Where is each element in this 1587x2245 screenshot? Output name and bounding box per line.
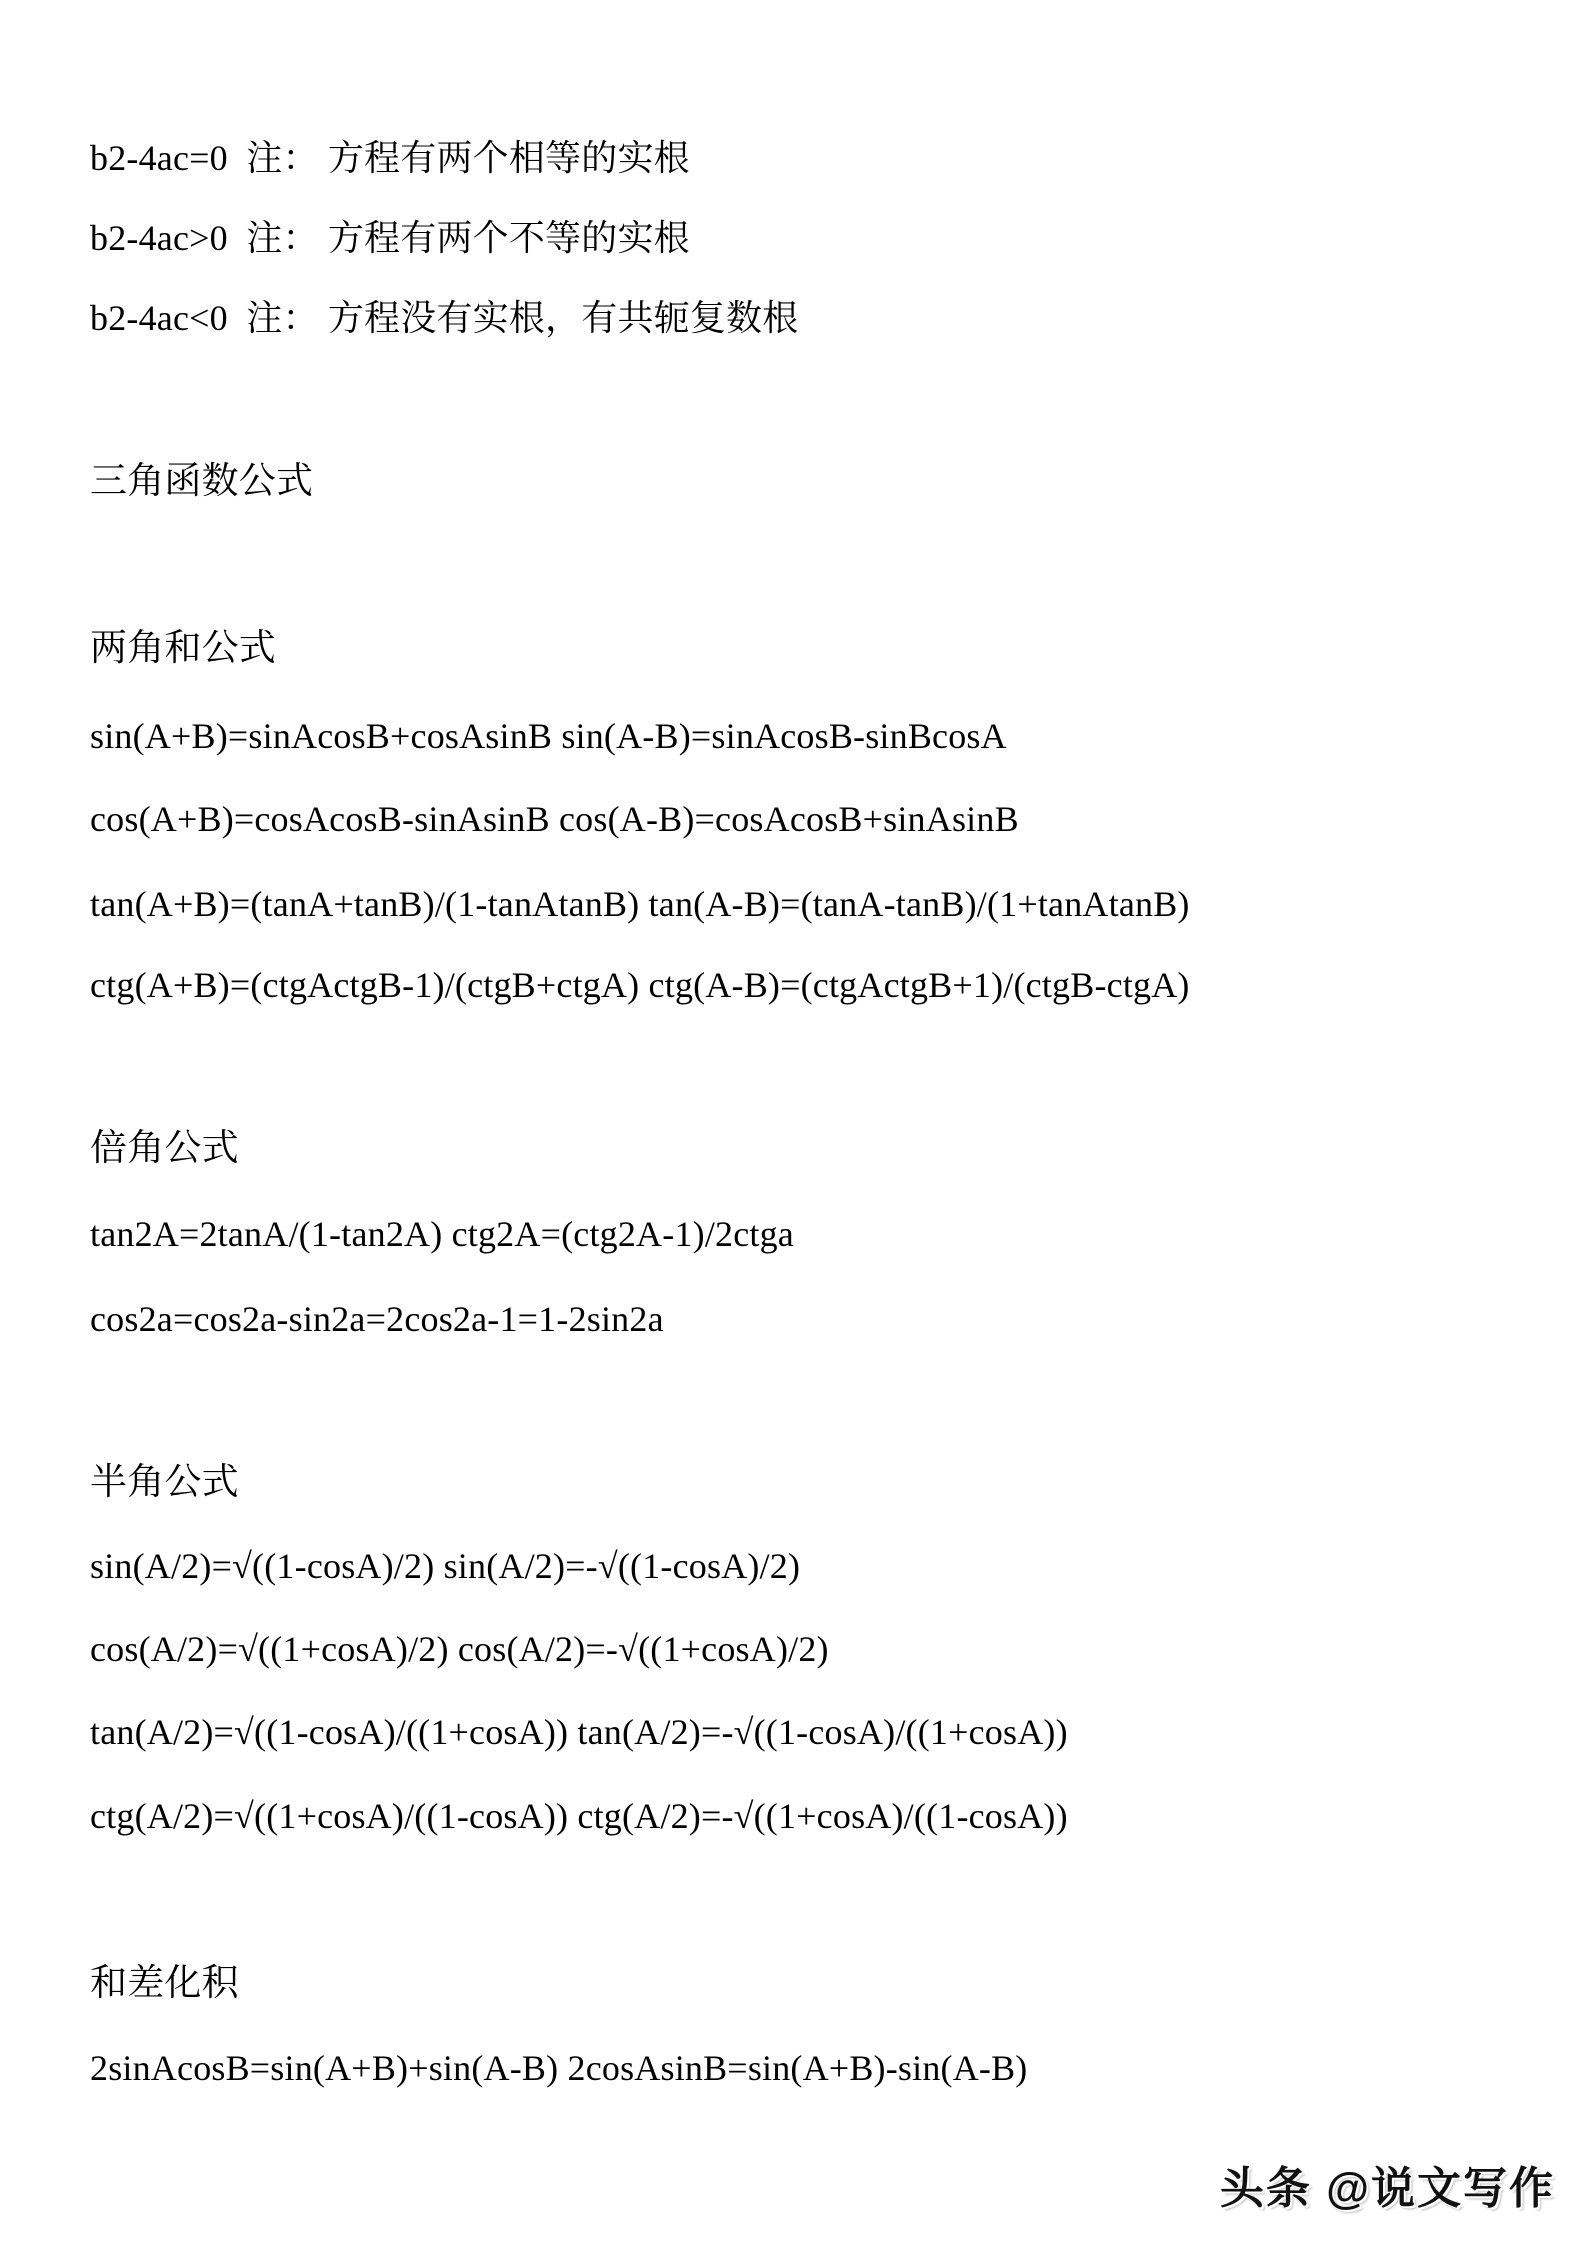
formula-tan-half: tan(A/2)=√((1-cosA)/((1+cosA)) tan(A/2)=-√((1-cosA)/((1+cosA)) <box>90 1712 1068 1752</box>
section-heading-half-angle: 半角公式 <box>90 1462 239 1503</box>
formula-sin-half: sin(A/2)=√((1-cosA)/2) sin(A/2)=-√((1-cosA)/2) <box>90 1546 801 1586</box>
formula-sum-to-product: 2sinAcosB=sin(A+B)+sin(A-B) 2cosAsinB=sin(A+B)-sin(A-B) <box>90 2048 1028 2088</box>
document-title: 三角函数公式 <box>90 461 314 502</box>
formula-tan-sum: tan(A+B)=(tanA+tanB)/(1-tanAtanB) tan(A-B)=(tanA-tanB)/(1+tanAtanB) <box>90 884 1190 924</box>
section-heading-angle-sum: 两角和公式 <box>90 628 276 669</box>
discriminant-note-equal: b2-4ac=0 注： 方程有两个相等的实根 <box>90 138 690 178</box>
formula-cos-half: cos(A/2)=√((1+cosA)/2) cos(A/2)=-√((1+cosA)/2) <box>90 1629 829 1669</box>
section-heading-double-angle: 倍角公式 <box>90 1128 239 1169</box>
discriminant-note-greater: b2-4ac>0 注： 方程有两个不等的实根 <box>90 218 690 258</box>
watermark-toutiao-author: 头条 @说文写作 <box>1219 2164 1555 2213</box>
formula-ctg-half: ctg(A/2)=√((1+cosA)/((1-cosA)) ctg(A/2)=-√((1+cosA)/((1-cosA)) <box>90 1796 1068 1836</box>
formula-tan2A: tan2A=2tanA/(1-tan2A) ctg2A=(ctg2A-1)/2ctga <box>90 1214 794 1254</box>
section-heading-sum-to-product: 和差化积 <box>90 1963 239 2004</box>
formula-sin-sum: sin(A+B)=sinAcosB+cosAsinB sin(A-B)=sinAcosB-sinBcosA <box>90 716 1007 756</box>
formula-ctg-sum: ctg(A+B)=(ctgActgB-1)/(ctgB+ctgA) ctg(A-B)=(ctgActgB+1)/(ctgB-ctgA) <box>90 965 1190 1005</box>
formula-cos2a: cos2a=cos2a-sin2a=2cos2a-1=1-2sin2a <box>90 1299 664 1339</box>
discriminant-note-less: b2-4ac<0 注： 方程没有实根，有共轭复数根 <box>90 298 799 338</box>
formula-cos-sum: cos(A+B)=cosAcosB-sinAsinB cos(A-B)=cosAcosB+sinAsinB <box>90 799 1019 839</box>
